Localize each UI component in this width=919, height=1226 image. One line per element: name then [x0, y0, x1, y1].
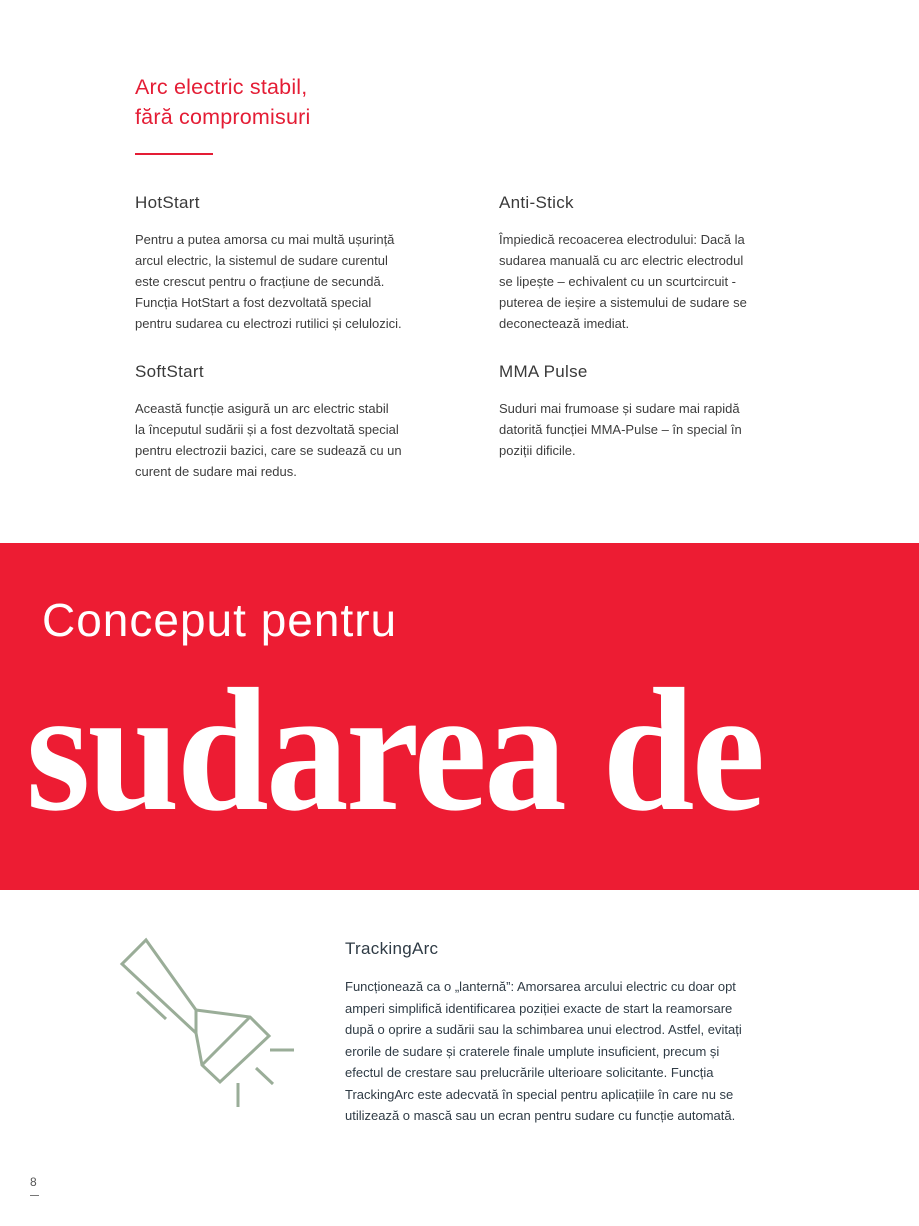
feature-title: HotStart	[135, 193, 200, 212]
band-headline: sudarea de	[26, 653, 763, 848]
section-title-line-2: fără compromisuri	[135, 105, 311, 129]
feature-description: Pentru a putea amorsa cu mai multă ușurință arcul electric, la sistemul de sudare curentul este crescut pentru o fracțiune de secundă. Funcția HotStart a fost dezvoltată special pentru sudarea cu electrozi rutilici și celulozici.	[135, 232, 402, 331]
feature-description: Această funcție asigură un arc electric stabil la începutul sudării și a fost dezvoltată special pentru electrozii bazici, care se sudează cu un curent de sudare mai redus.	[135, 401, 402, 479]
page-number-underline	[30, 1195, 39, 1196]
band-subtitle: Conceput pentru	[42, 594, 398, 646]
title-underline	[135, 153, 213, 155]
feature-description: Împiedică recoacerea electrodului: Dacă la sudarea manuală cu arc electric electrodul se lipește – echivalent cu un scurtcircuit - puterea de ieșire a sistemului de sudare se deconectează imediat.	[499, 232, 747, 331]
feature-title: SoftStart	[135, 362, 204, 381]
tracking-arc-section	[345, 938, 815, 1127]
flashlight-icon	[110, 920, 310, 1120]
feature-softstart	[135, 361, 455, 482]
hero-band	[0, 543, 919, 890]
tracking-title: TrackingArc	[345, 939, 439, 958]
feature-hotstart	[135, 192, 455, 334]
section-title	[135, 72, 310, 132]
feature-title: MMA Pulse	[499, 362, 588, 381]
section-title-line-1: Arc electric stabil,	[135, 75, 308, 99]
feature-anti-stick	[499, 192, 819, 334]
page-number: 8	[30, 1175, 37, 1189]
feature-description: Suduri mai frumoase și sudare mai rapidă datorită funcției MMA-Pulse – în special în poziții dificile.	[499, 401, 742, 458]
tracking-description: Funcționează ca o „lanternă”: Amorsarea arcului electric cu doar opt amperi simplifică identificarea poziției exacte de start la reamorsare după o oprire a sudării sau la schimbarea unui electrod. Astfel, evitați erorile de sudare și craterele finale umplute insuficient, precum și efectul de crestare sau prelucrările ulterioare solicitante. Funcția TrackingArc este adecvată în special pentru aplicațiile în care nu se utilizează o mască sau un ecran pentru sudare cu funcție automată.	[345, 979, 742, 1123]
feature-mma-pulse	[499, 361, 819, 461]
feature-title: Anti-Stick	[499, 193, 574, 212]
